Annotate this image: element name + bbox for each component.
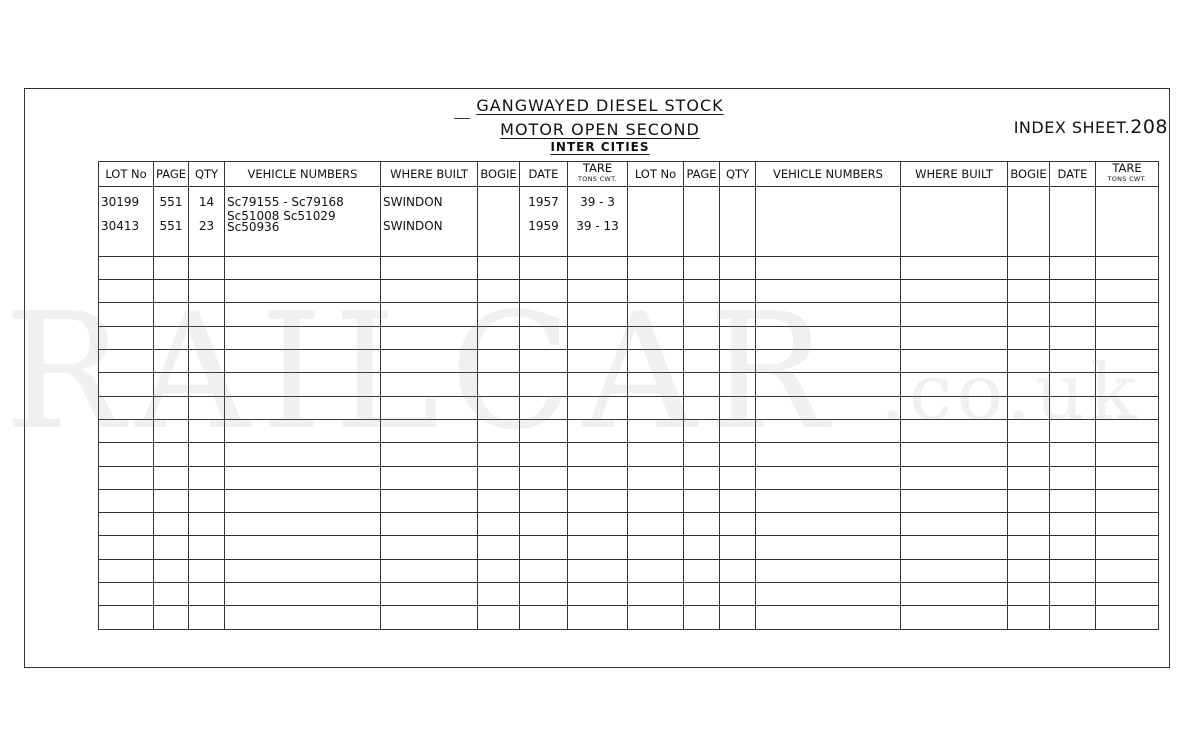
col-vehicle-numbers: VEHICLE NUMBERS [225, 162, 381, 187]
vehicle-numbers-cell [225, 210, 381, 233]
col-where-built-2: WHERE BUILT [901, 162, 1008, 187]
empty-table-row [99, 606, 1159, 629]
page-cell: 551 [154, 210, 189, 233]
empty-table-row [99, 443, 1159, 466]
col-lot-no: LOT No [99, 162, 154, 187]
col-tare-units: TONS CWT. [577, 175, 618, 183]
index-sheet-label [1014, 116, 1168, 138]
page-cell: 551 [154, 187, 189, 210]
empty-table-row [99, 513, 1159, 536]
col-tare-2 [1096, 162, 1159, 187]
lot-no-cell: 30413 [99, 210, 154, 233]
empty-table-row [99, 466, 1159, 489]
index-sheet-text: INDEX SHEET. [1013, 118, 1131, 137]
empty-table-row [99, 256, 1159, 279]
watermark-main: RAILCAR [4, 278, 838, 465]
col-page: PAGE [154, 162, 189, 187]
col-date: DATE [520, 162, 568, 187]
table-row [99, 187, 1159, 210]
title-vehicle-type: MOTOR OPEN SECOND [500, 120, 700, 139]
col-page-2: PAGE [684, 162, 720, 187]
pen-mark [454, 118, 470, 119]
date-cell: 1959 [520, 210, 568, 233]
col-tare-units-2: TONS CWT. [1107, 175, 1147, 183]
col-qty-2: QTY [720, 162, 756, 187]
bogie-cell [478, 187, 520, 210]
title-stock-type: GANGWAYED DIESEL STOCK [476, 96, 724, 115]
col-where-built: WHERE BUILT [381, 162, 478, 187]
col-tare-label-2: TARE [1112, 161, 1142, 175]
vehicle-number-line: Sc50936 [227, 219, 280, 234]
bogie-cell [478, 210, 520, 233]
empty-table-row [99, 419, 1159, 442]
title-service: INTER CITIES [550, 140, 650, 154]
empty-table-row [99, 489, 1159, 512]
col-date-2: DATE [1050, 162, 1096, 187]
col-qty: QTY [189, 162, 225, 187]
col-tare-label: TARE [582, 161, 613, 175]
empty-table-row [99, 583, 1159, 606]
empty-rows [99, 233, 1159, 629]
date-cell: 1957 [520, 187, 568, 210]
qty-cell: 14 [189, 187, 225, 210]
empty-table-row [99, 326, 1159, 349]
vehicle-number-line: Sc51008 Sc51029 [227, 209, 336, 223]
empty-table-row [99, 559, 1159, 582]
tare-cell: 39 - 13 [568, 210, 628, 233]
empty-table-row [99, 280, 1159, 303]
table-header-row [99, 162, 1159, 187]
col-tare [568, 162, 628, 187]
table-row [99, 210, 1159, 233]
qty-cell: 23 [189, 210, 225, 233]
empty-table-row [99, 350, 1159, 373]
vehicle-numbers-cell: Sc79155 - Sc79168 [225, 187, 381, 210]
where-built-cell: SWINDON [381, 210, 478, 233]
where-built-cell: SWINDON [381, 187, 478, 210]
col-lot-no-2: LOT No [628, 162, 684, 187]
empty-table-row [99, 373, 1159, 396]
lot-table [98, 161, 1159, 630]
col-bogie: BOGIE [478, 162, 520, 187]
empty-table-row [99, 536, 1159, 559]
lot-no-cell: 30199 [99, 187, 154, 210]
watermark-domain: .co.uk [880, 348, 1141, 438]
empty-table-row [99, 233, 1159, 256]
tare-cell: 39 - 3 [568, 187, 628, 210]
empty-table-row [99, 303, 1159, 326]
empty-table-row [99, 396, 1159, 419]
index-sheet-number: 208 [1130, 116, 1168, 138]
col-bogie-2: BOGIE [1008, 162, 1050, 187]
col-vehicle-numbers-2: VEHICLE NUMBERS [756, 162, 901, 187]
